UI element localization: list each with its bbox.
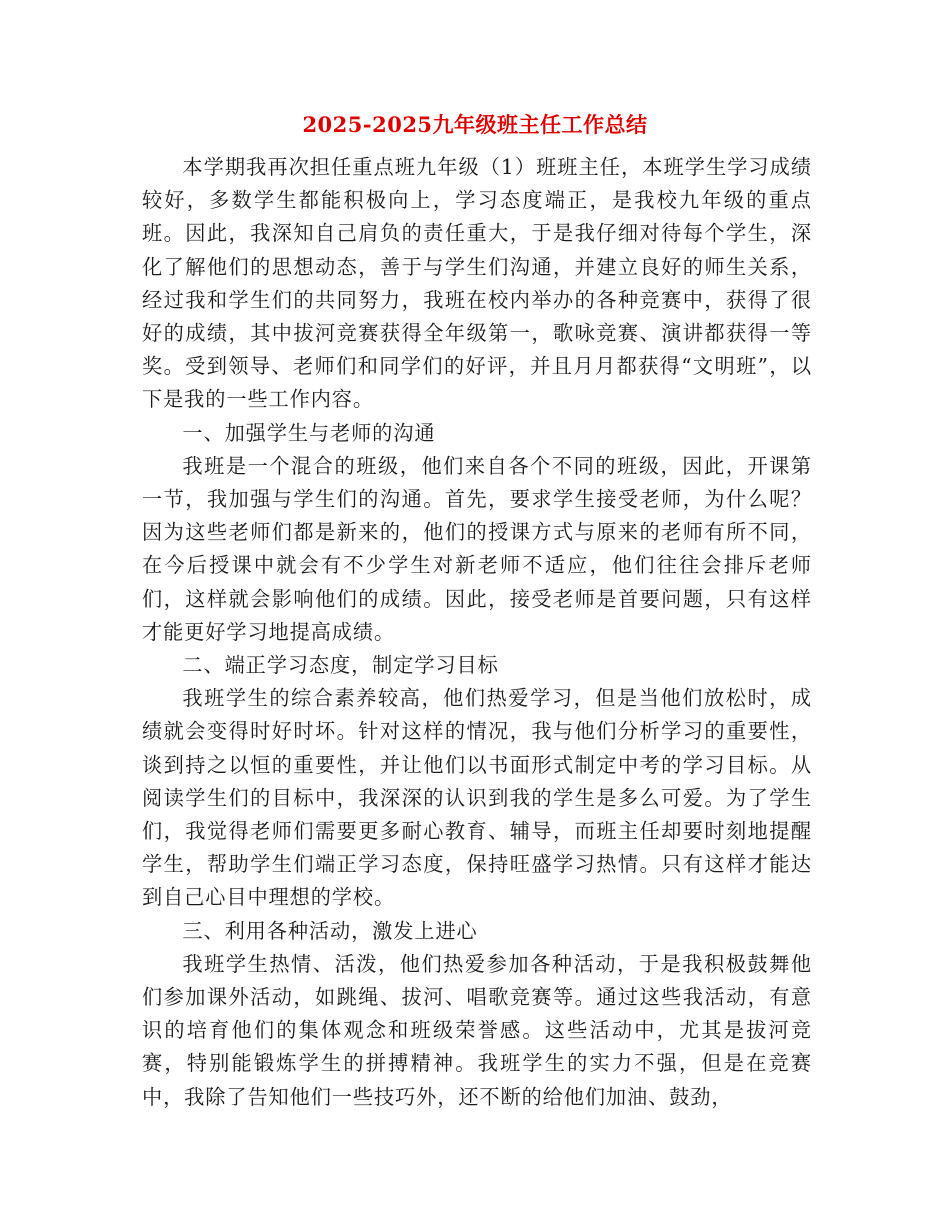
document-body xyxy=(142,151,812,1114)
paragraph-intro: 本学期我再次担任重点班九年级（1）班班主任，本班学生学习成绩较好，多数学生都能积极向上，学习态度端正，是我校九年级的重点班。因此，我深知自己肩负的责任重大，于是我仔细对待每个学生，深化了解他们的思想动态，善于与学生们沟通，并建立良好的师生关系，经过我和学生们的共同努力，我班在校内举办的各种竞赛中，获得了很好的成绩，其中拔河竞赛获得全年级第一，歌咏竞赛、演讲都获得一等奖。受到领导、老师们和同学们的好评，并且月月都获得“文明班”，以下是我的一些工作内容。 xyxy=(142,155,812,412)
paragraph-section-2: 我班学生的综合素养较高，他们热爱学习，但是当他们放松时，成绩就会变得时好时坏。针对这样的情况，我与他们分析学习的重要性，谈到持之以恒的重要性，并让他们以书面形式制定中考的学习目标。从阅读学生们的目标中，我深深的认识到我的学生是多么可爱。为了学生们，我觉得老师们需要更多耐心教育、辅导，而班主任却要时刻地提醒学生，帮助学生们端正学习态度，保持旺盛学习热情。只有这样才能达到自己心目中理想的学校。 xyxy=(142,686,812,910)
section-heading-2: 二、端正学习态度，制定学习目标 xyxy=(182,653,499,678)
section-heading-1: 一、加强学生与老师的沟通 xyxy=(182,420,436,445)
paragraph-section-3: 我班学生热情、活泼，他们热爱参加各种活动，于是我积极鼓舞他们参加课外活动，如跳绳、拔河、唱歌竞赛等。通过这些我活动，有意识的培育他们的集体观念和班级荣誉感。这些活动中，尤其是拔河竞赛，特别能锻炼学生的拼搏精神。我班学生的实力不强，但是在竞赛中，我除了告知他们一些技巧外，还不断的给他们加油、鼓劲， xyxy=(142,951,812,1109)
section-heading-3: 三、利用各种活动，激发上进心 xyxy=(182,918,478,943)
document-title: 2025-2025九年级班主任工作总结 xyxy=(302,112,648,137)
paragraph-section-1: 我班是一个混合的班级，他们来自各个不同的班级，因此，开课第一节，我加强与学生们的沟通。首先，要求学生接受老师，为什么呢？因为这些老师们都是新来的，他们的授课方式与原来的老师有所不同，在今后授课中就会有不少学生对新老师不适应，他们往往会排斥老师们，这样就会影响他们的成绩。因此，接受老师是首要问题，只有这样才能更好学习地提高成绩。 xyxy=(142,453,812,644)
